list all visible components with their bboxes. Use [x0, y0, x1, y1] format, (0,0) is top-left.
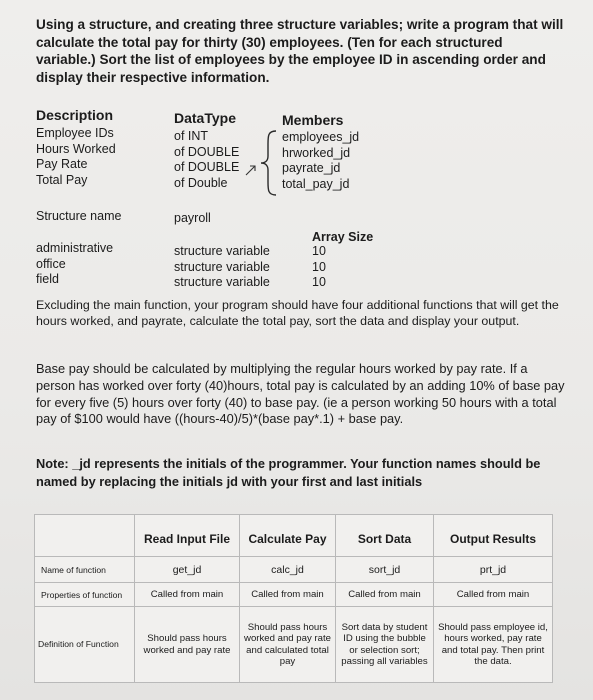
structure-name-value: payroll	[174, 211, 211, 225]
table-header-cell	[35, 515, 135, 557]
datatype-header: DataType	[174, 110, 236, 126]
datatype-item: of INT	[174, 129, 209, 143]
variable-type: structure variable	[174, 259, 270, 274]
table-cell: prt_jd	[434, 557, 553, 583]
datatype-item: of DOUBLE	[174, 144, 240, 159]
assignment-intro: Using a structure, and creating three structure variables; write a program that will calculate the total pay for thirty (30) employees. (Ten for each structured variable.) Sort the list of employees by the employee ID in ascending order and display their respective information.	[36, 17, 564, 85]
table-cell: Should pass hours worked and pay rate	[135, 607, 240, 683]
table-header-cell: Read Input File	[135, 515, 240, 557]
array-size-list	[312, 244, 326, 291]
table-row	[35, 583, 553, 607]
members-header: Members	[282, 112, 344, 128]
member-item: payrate_jd	[282, 161, 341, 175]
variable-type: structure variable	[174, 244, 270, 258]
datatype-item: of DOUBLE	[174, 160, 240, 174]
table-cell: get_jd	[135, 557, 240, 583]
variable-type: structure variable	[174, 275, 270, 289]
curly-brace-icon	[258, 128, 280, 198]
table-header-cell: Sort Data	[336, 515, 434, 557]
variable-name-list	[36, 241, 113, 288]
row-label: Properties of function	[35, 583, 135, 607]
table-cell: sort_jd	[336, 557, 434, 583]
table-cell: Sort data by student ID using the bubble or selection sort; passing all variables	[336, 607, 434, 683]
arrow-mark-icon	[244, 164, 258, 176]
variable-name: office	[36, 256, 66, 271]
table-cell: Called from main	[240, 583, 336, 607]
description-item: Hours Worked	[36, 141, 116, 156]
array-size: 10	[312, 244, 326, 258]
description-item: Total Pay	[36, 172, 88, 187]
array-size-header: Array Size	[312, 230, 374, 244]
description-header: Description	[36, 107, 114, 123]
table-cell: Called from main	[135, 583, 240, 607]
variable-type-list	[174, 244, 270, 291]
table-cell: Called from main	[434, 583, 553, 607]
description-item: Pay Rate	[36, 157, 88, 171]
variable-name: administrative	[36, 241, 114, 255]
member-item: total_pay_jd	[282, 176, 350, 191]
member-item: hrworked_jd	[282, 145, 351, 160]
table-header-cell: Output Results	[434, 515, 553, 557]
description-item: Employee IDs	[36, 126, 114, 140]
base-pay-paragraph: Base pay should be calculated by multiplying the regular hours worked by pay rate. If a person has worked over forty (40)hours, total pay is calculated by an adding 10% of base pay for every five (5) hours over forty (40) to base pay. (ie a person working 50 hours with a total pay of $100 would have ((hours-40)/5)*(base pay*.1) + base pay.	[36, 361, 565, 427]
member-item: employees_jd	[282, 130, 360, 144]
description-list	[36, 126, 116, 188]
table-cell: Should pass employee id, hours worked, pay rate and total pay. Then print the data.	[434, 607, 553, 683]
table-header-row	[35, 515, 553, 557]
row-label: Definition of Function	[35, 607, 135, 683]
table-cell: Should pass hours worked and pay rate and calculated total pay	[240, 607, 336, 683]
row-label: Name of function	[35, 557, 135, 583]
functions-paragraph: Excluding the main function, your program should have four additional functions that will get the hours worked, and payrate, calculate the total pay, sort the data and display your output.	[36, 298, 559, 328]
table-header-cell: Calculate Pay	[240, 515, 336, 557]
table-cell: Called from main	[336, 583, 434, 607]
datatype-item: of Double	[174, 175, 228, 190]
array-size: 10	[312, 259, 326, 274]
table-row	[35, 557, 553, 583]
members-list	[282, 130, 359, 192]
function-table	[34, 514, 553, 683]
datatype-list	[174, 129, 239, 191]
initials-note: Note: _jd represents the initials of the programmer. Your function names should be named by replacing the initials jd with your first and last initials	[36, 456, 541, 489]
structure-name-label: Structure name	[36, 209, 122, 223]
variable-name: field	[36, 272, 59, 286]
table-cell: calc_jd	[240, 557, 336, 583]
table-row	[35, 607, 553, 683]
array-size: 10	[312, 275, 326, 289]
